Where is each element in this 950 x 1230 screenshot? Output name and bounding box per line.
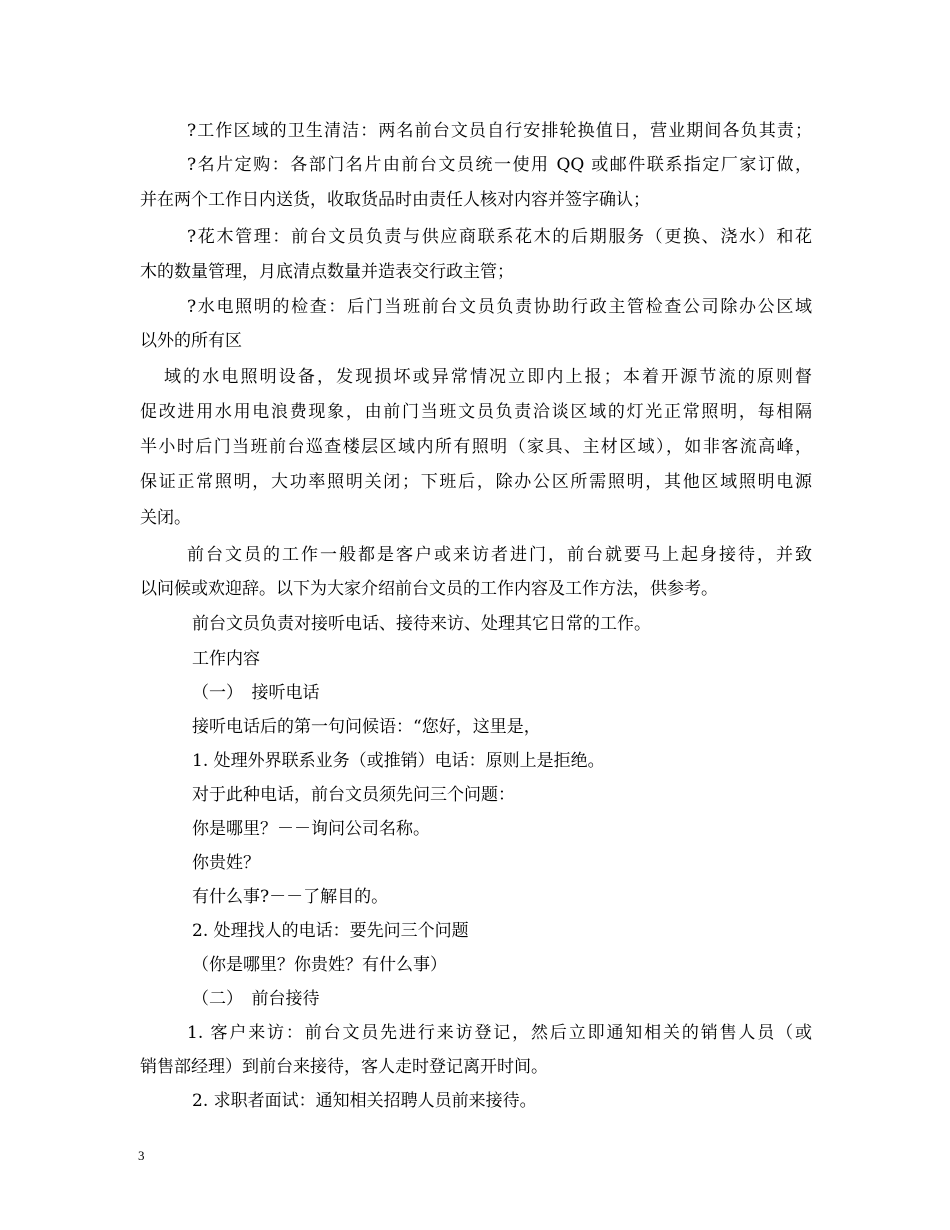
paragraph-line: 保证正常照明，大功率照明关闭；下班后，除办公区所需照明，其他区域照明电源: [140, 472, 812, 492]
paragraph-line: 对于此种电话，前台文员须先问三个问题：: [192, 785, 515, 805]
paragraph-line: 前台文员负责对接听电话、接待来访、处理其它日常的工作。: [192, 614, 651, 634]
subsection-heading: （一） 接听电话: [192, 683, 320, 703]
paragraph-line: 促改进用水用电浪费现象，由前门当班文员负责洽谈区域的灯光正常照明，每相隔: [140, 402, 812, 422]
paragraph-line: ?工作区域的卫生清洁：两名前台文员自行安排轮换值日，营业期间各负其责；: [187, 121, 812, 141]
list-item: 1. 客户来访：前台文员先进行来访登记，然后立即通知相关的销售人员（或: [187, 1023, 812, 1043]
subsection-heading: （二） 前台接待: [192, 989, 320, 1009]
paragraph-line: 以外的所有区: [140, 331, 242, 351]
paragraph-line: 以问候或欢迎辞。以下为大家介绍前台文员的工作内容及工作方法，供参考。: [140, 579, 718, 599]
paragraph-line: 有什么事?－－了解目的。: [192, 887, 389, 907]
page-number: 3: [138, 1148, 145, 1163]
paragraph-line: ?水电照明的检查：后门当班前台文员负责协助行政主管检查公司除办公区域: [187, 297, 812, 317]
paragraph-line: ?花木管理：前台文员负责与供应商联系花木的后期服务（更换、浇水）和花: [187, 227, 812, 247]
paragraph-line: 接听电话后的第一句问候语：“您好，这里是，: [192, 717, 541, 737]
paragraph-line: 并在两个工作日内送货，收取货品时由责任人核对内容并签字确认；: [140, 190, 650, 210]
paragraph-line: 销售部经理）到前台来接待，客人走时登记离开时间。: [140, 1057, 548, 1077]
paragraph-line: 你是哪里？－－询问公司名称。: [192, 819, 430, 839]
list-item: 1. 处理外界联系业务（或推销）电话：原则上是拒绝。: [192, 751, 605, 771]
paragraph-line: 木的数量管理，月底清点数量并造表交行政主管；: [140, 262, 514, 282]
section-heading: 工作内容: [192, 649, 260, 669]
paragraph-line: 前台文员的工作一般都是客户或来访者进门，前台就要马上起身接待，并致: [187, 545, 812, 565]
paragraph-line: （你是哪里？你贵姓？有什么事）: [192, 955, 447, 975]
paragraph-line: 半小时后门当班前台巡查楼层区域内所有照明（家具、主材区域），如非客流高峰，: [140, 437, 812, 457]
list-item: 2. 求职者面试：通知相关招聘人员前来接待。: [192, 1091, 537, 1111]
paragraph-line: 你贵姓？: [192, 853, 260, 873]
list-item: 2. 处理找人的电话：要先问三个问题: [192, 921, 469, 941]
paragraph-line: 域的水电照明设备，发现损坏或异常情况立即内上报；本着开源节流的原则督: [164, 367, 812, 387]
paragraph-line: ?名片定购：各部门名片由前台文员统一使用 QQ 或邮件联系指定厂家订做，: [187, 155, 812, 175]
paragraph-line: 关闭。: [140, 508, 191, 528]
